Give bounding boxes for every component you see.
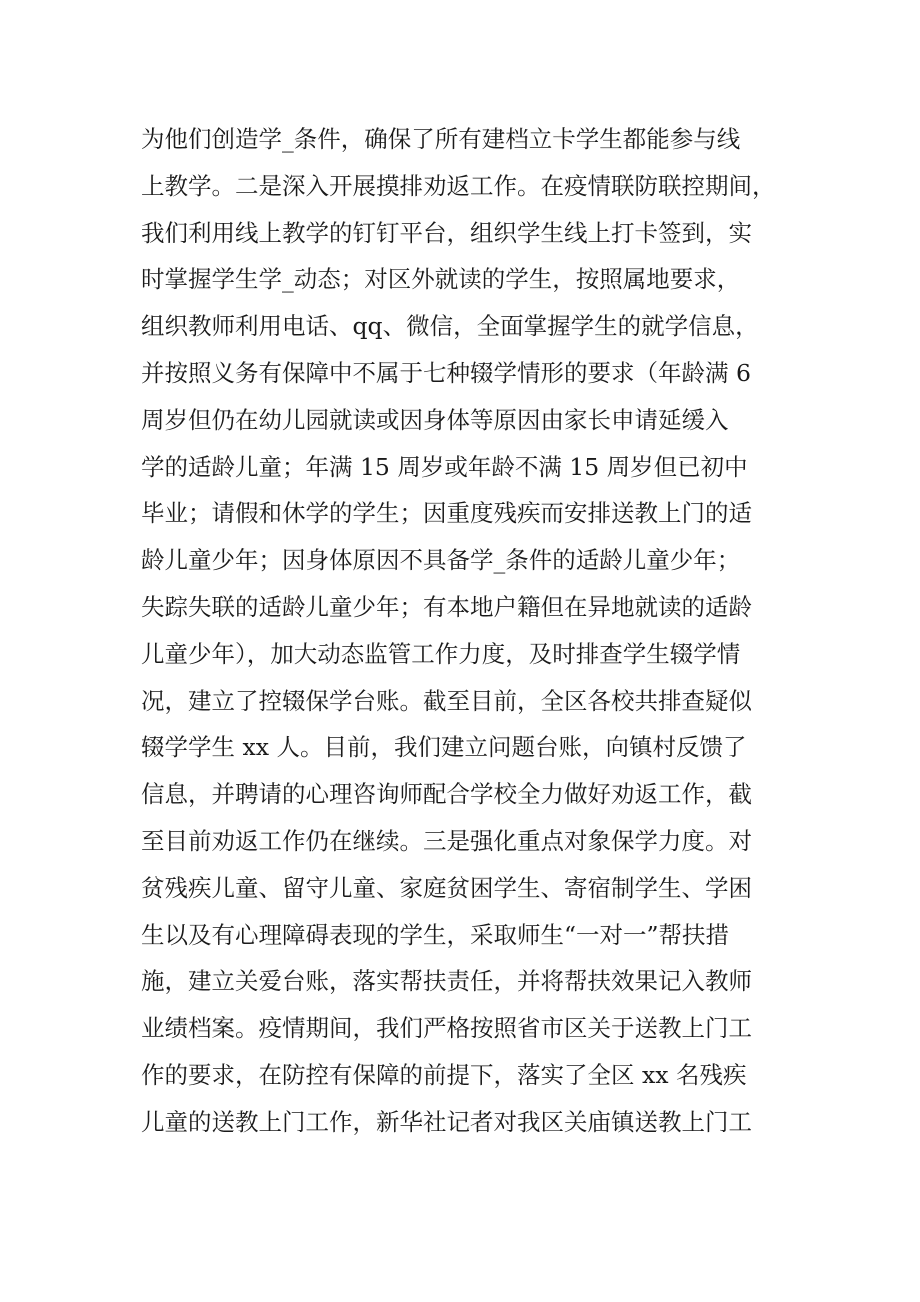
text-line: 我们利用线上教学的钉钉平台，组织学生线上打卡签到，实	[141, 218, 752, 247]
text-line: 况，建立了控辍保学台账。截至目前，全区各校共排查疑似	[141, 686, 752, 715]
text-line: 儿童少年），加大动态监管工作力度，及时排查学生辍学情	[141, 639, 741, 668]
text-line: 儿童的送教上门工作，新华社记者对我区关庙镇送教上门工	[141, 1107, 752, 1136]
text-line: 毕业；请假和休学的学生；因重度残疾而安排送教上门的适	[141, 499, 752, 528]
text-line: 上教学。二是深入开展摸排劝返工作。在疫情联防联控期间，	[141, 171, 776, 200]
body-paragraph	[141, 116, 801, 1146]
text-line: 组织教师利用电话、qq、微信，全面掌握学生的就学信息，	[141, 312, 759, 341]
text-line: 施，建立关爱台账，落实帮扶责任，并将帮扶效果记入教师	[141, 967, 752, 996]
text-line: 学的适龄儿童；年满 15 周岁或年龄不满 15 周岁但已初中	[141, 452, 748, 481]
text-line: 生以及有心理障碍表现的学生，采取师生“一对一”帮扶措	[141, 920, 730, 949]
text-line: 贫残疾儿童、留守儿童、家庭贫困学生、寄宿制学生、学困	[141, 873, 752, 902]
text-line: 作的要求，在防控有保障的前提下，落实了全区 xx 名残疾	[141, 1060, 747, 1089]
text-line: 失踪失联的适龄儿童少年；有本地户籍但在异地就读的适龄	[141, 592, 752, 621]
text-line: 时掌握学生学_动态；对区外就读的学生，按照属地要求，	[141, 265, 741, 294]
text-line: 龄儿童少年；因身体原因不具备学_条件的适龄儿童少年；	[141, 546, 741, 575]
text-line: 辍学学生 xx 人。目前，我们建立问题台账，向镇村反馈了	[141, 733, 747, 762]
text-line: 周岁但仍在幼儿园就读或因身体等原因由家长申请延缓入	[141, 405, 729, 434]
text-line: 至目前劝返工作仍在继续。三是强化重点对象保学力度。对	[141, 826, 752, 855]
text-line: 为他们创造学_条件，确保了所有建档立卡学生都能参与线	[141, 125, 741, 153]
text-line: 并按照义务有保障中不属于七种辍学情形的要求（年龄满 6	[141, 358, 751, 387]
text-line: 信息，并聘请的心理咨询师配合学校全力做好劝返工作，截	[141, 780, 752, 809]
text-line: 业绩档案。疫情期间，我们严格按照省市区关于送教上门工	[141, 1014, 752, 1043]
